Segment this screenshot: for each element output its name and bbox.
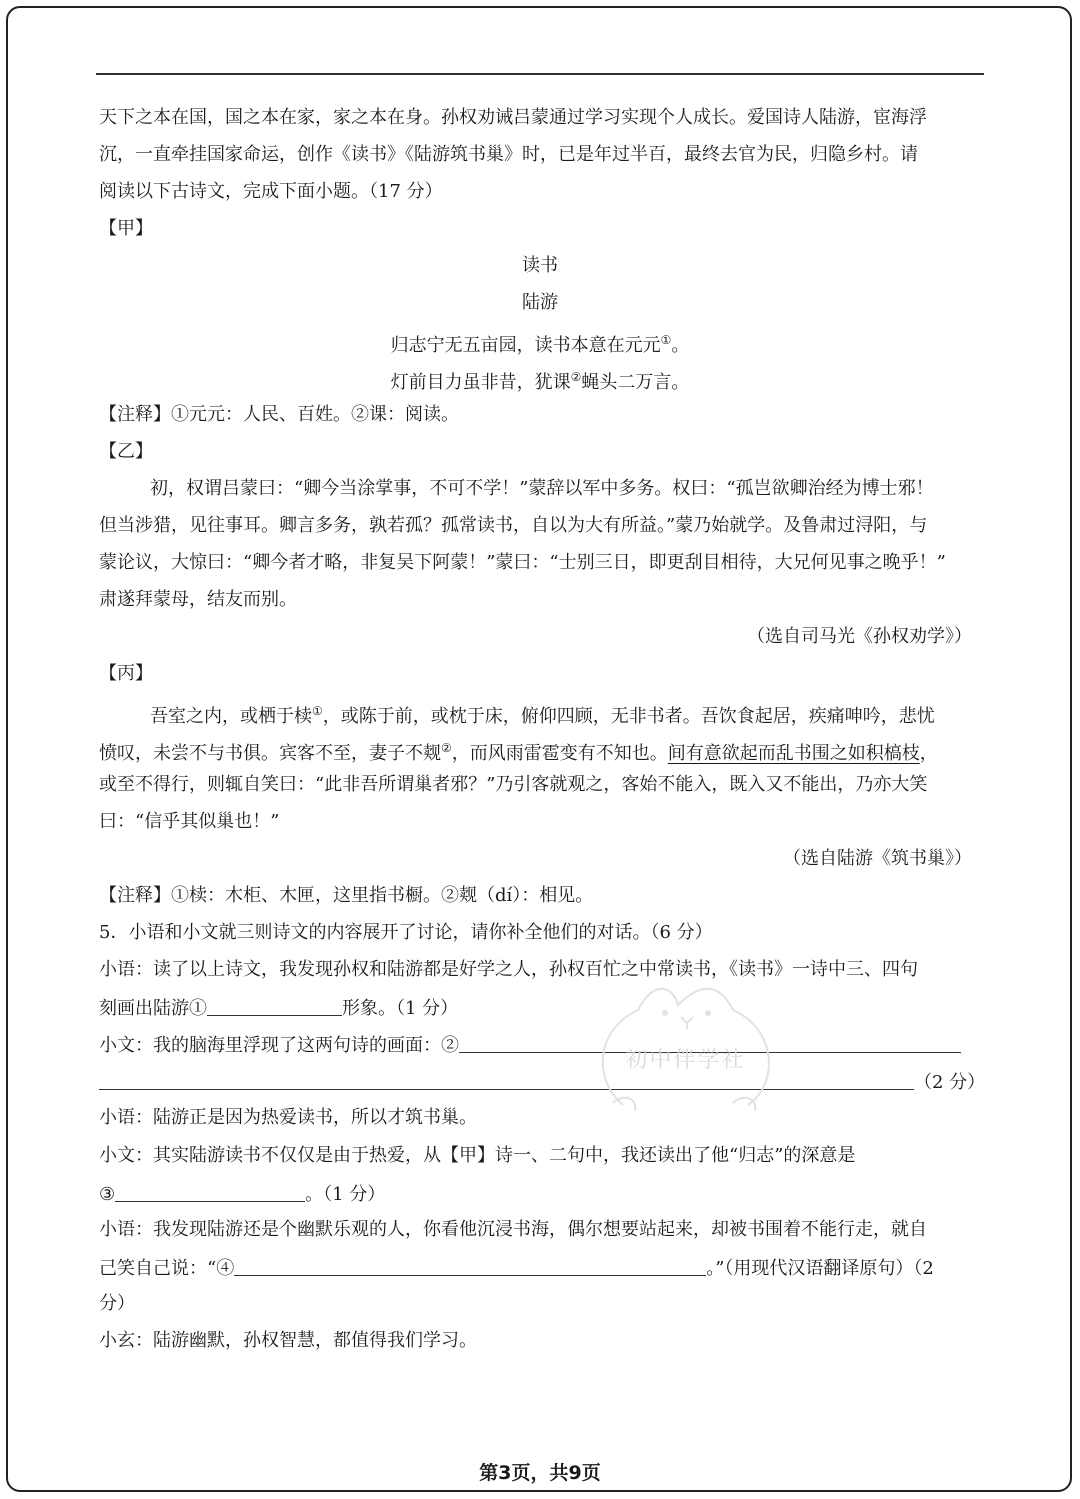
dialogue-line-5: 小语：陆游正是因为热爱读书，所以才筑书巢。	[99, 1107, 477, 1128]
bing-line-2-a: 愤叹，未尝不与书俱。宾客不至，妻子不觌	[99, 743, 441, 764]
footnote-marker: ②	[441, 741, 452, 755]
dialogue-line-11: 小玄：陆游幽默，孙权智慧，都值得我们学习。	[99, 1330, 477, 1351]
poem-line-2-text: 灯前目力虽非昔，犹课	[390, 372, 571, 393]
answer-blank-2b[interactable]	[99, 1069, 914, 1090]
bing-line-4: 曰：“信乎其似巢也！”	[99, 811, 280, 832]
dialogue-line-6: 小文：其实陆游读书不仅仅是由于热爱，从【甲】诗一、二句中，我还读出了他“归志”的深意是	[99, 1145, 856, 1166]
dialogue-line-2-a: 刻画出陆游①	[99, 998, 207, 1019]
answer-blank-1[interactable]	[207, 995, 342, 1016]
intro-line-3: 阅读以下古诗文，完成下面小题。（17 分）	[99, 181, 443, 202]
dialogue-line-1: 小语：读了以上诗文，我发现孙权和陆游都是好学之人，孙权百忙之中常读书，《读书》一诗中三、四句	[99, 959, 918, 980]
answer-blank-2a[interactable]	[459, 1032, 961, 1053]
poem-line-2	[0, 365, 1080, 395]
dialogue-line-7-a: ③	[99, 1184, 116, 1205]
yi-line-4: 肃遂拜蒙母，结友而别。	[99, 589, 297, 610]
dialogue-line-9-a: 己笑自己说：“④	[99, 1258, 235, 1279]
poem-line-2-end: 蝇头二万言。	[581, 372, 690, 393]
dialogue-line-8: 小语：我发现陆游还是个幽默乐观的人，你看他沉浸书海，偶尔想要站起来，却被书围着不能行走，就自	[99, 1219, 927, 1240]
answer-blank-4[interactable]	[234, 1255, 706, 1276]
dialogue-line-7	[99, 1181, 385, 1207]
footnote-marker: ②	[570, 370, 582, 384]
bing-note: 【注释】①椟：木柜、木匣，这里指书橱。②觌（dí）：相见。	[99, 885, 594, 906]
poem-line-1-end: 。	[671, 335, 690, 356]
underlined-sentence: 间有意欲起而乱书围之如积槁枝	[667, 743, 920, 764]
dialogue-line-9-b: 。”（用现代汉语翻译原句）（2	[706, 1258, 934, 1279]
answer-blank-3[interactable]	[115, 1181, 305, 1202]
score-2: （2 分）	[914, 1072, 986, 1093]
intro-line-2: 沉，一直牵挂国家命运，创作《读书》《陆游筑书巢》时，已是年过半百，最终去官为民，归隐乡村。请	[99, 144, 918, 165]
dialogue-line-9	[99, 1255, 934, 1281]
page-number: 第3页，共9页	[479, 1462, 601, 1484]
bing-line-1	[150, 699, 935, 729]
bing-line-1-a: 吾室之内，或栖于椟	[150, 706, 312, 727]
bing-line-2-c: ，	[919, 743, 938, 764]
dialogue-line-2	[99, 995, 458, 1021]
header-rule	[96, 73, 984, 75]
footnote-marker: ①	[312, 704, 323, 718]
yi-line-2: 但当涉猎，见往事耳。卿言多务，孰若孤？孤常读书，自以为大有所益。”蒙乃始就学。及鲁肃过浔阳，与	[99, 515, 928, 536]
poem-title: 读书	[522, 255, 558, 276]
bing-source: （选自陆游《筑书巢》）	[783, 848, 972, 869]
dialogue-line-7-b: 。（1 分）	[305, 1184, 386, 1205]
dialogue-line-3	[99, 1032, 961, 1058]
section-bing-label: 【丙】	[99, 663, 153, 684]
footnote-marker: ①	[660, 333, 672, 347]
section-yi-label: 【乙】	[99, 441, 153, 462]
dialogue-line-4	[99, 1069, 985, 1095]
bing-line-3: 或至不得行，则辄自笑曰：“此非吾所谓巢者邪？”乃引客就观之，客始不能入，既入又不能出，乃亦大笑	[99, 774, 928, 795]
poem-line-1-text: 归志宁无五亩园，读书本意在元元	[390, 335, 661, 356]
yi-line-3: 蒙论议，大惊曰：“卿今者才略，非复吴下阿蒙！”蒙曰：“士别三日，即更刮目相待，大兄何见事之晚乎！”	[99, 552, 946, 573]
dialogue-line-3-a: 小文：我的脑海里浮现了这两句诗的画面：②	[99, 1035, 459, 1056]
poem-author: 陆游	[522, 292, 558, 313]
bing-line-1-b: ，或陈于前，或枕于床，俯仰四顾，无非书者。吾饮食起居，疾痛呻吟，悲忧	[322, 706, 935, 727]
question-stem: 5．小语和小文就三则诗文的内容展开了讨论，请你补全他们的对话。（6 分）	[99, 922, 713, 943]
yi-line-1: 初，权谓吕蒙曰：“卿今当涂掌事，不可不学！”蒙辞以军中多务。权曰：“孤岂欲卿治经为博士邪！	[150, 478, 934, 499]
poem-line-1	[0, 328, 1080, 358]
section-jia-label: 【甲】	[99, 218, 153, 239]
bing-line-2-b: ，而风雨雷雹变有不知也。	[451, 743, 668, 764]
intro-line-1: 天下之本在国，国之本在家，家之本在身。孙权劝诫吕蒙通过学习实现个人成长。爱国诗人陆游，宦海浮	[99, 107, 927, 128]
watermark-text: 初中伴学社	[625, 1048, 746, 1073]
bing-line-2	[99, 736, 938, 766]
dialogue-line-10: 分）	[99, 1293, 135, 1314]
jia-note: 【注释】①元元：人民、百姓。②课：阅读。	[99, 404, 459, 425]
yi-source: （选自司马光《孙权劝学》）	[747, 626, 972, 647]
dialogue-line-2-b: 形象。（1 分）	[342, 998, 459, 1019]
